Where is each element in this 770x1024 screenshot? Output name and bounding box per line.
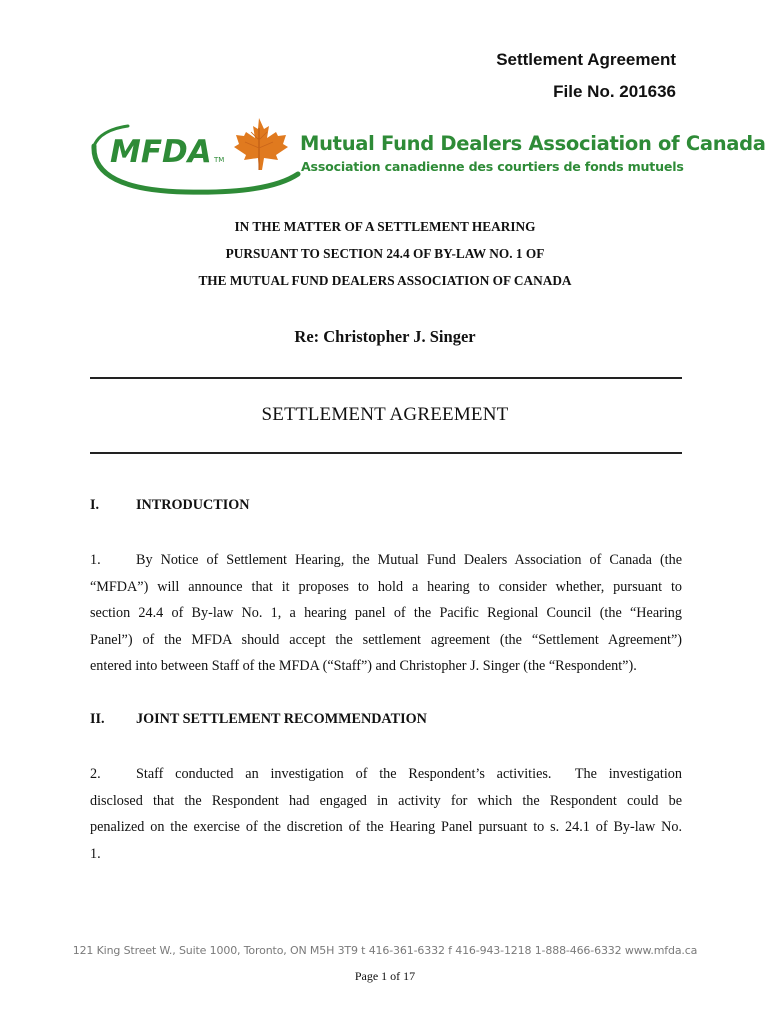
- logo-name-french: Association canadienne des courtiers de fonds mutuels: [301, 159, 684, 174]
- paragraph-line: 1. By Notice of Settlement Hearing, the Mutual Fund Dealers Association of Canada (the: [90, 547, 682, 574]
- paragraph-line: 2. Staff conducted an investigation of the Respondent’s activities. The investigation: [90, 761, 682, 788]
- caption-line-2: PURSUANT TO SECTION 24.4 OF BY-LAW NO. 1 OF: [225, 246, 545, 261]
- page-number: Page 1 of 17: [354, 969, 416, 983]
- document-header: [496, 44, 676, 108]
- caption-line-3: THE MUTUAL FUND DEALERS ASSOCIATION OF CANADA: [198, 273, 572, 288]
- mfda-logo: [88, 116, 688, 196]
- section-title: INTRODUCTION: [136, 497, 250, 513]
- paragraph-number: 2.: [90, 766, 101, 782]
- section-title: JOINT SETTLEMENT RECOMMENDATION: [136, 711, 427, 727]
- section-heading-introduction: [90, 497, 250, 514]
- footer-address: 121 King Street W., Suite 1000, Toronto, ON M5H 3T9 t 416-361-6332 f 416-943-1218 1-888-466-6332 www.mfda.ca: [72, 944, 698, 957]
- maple-leaf-icon: [234, 118, 288, 170]
- logo-acronym: MFDA: [110, 134, 212, 170]
- document-title: SETTLEMENT AGREEMENT: [261, 404, 509, 425]
- paragraph-line: disclosed that the Respondent had engaged in activity for which the Respondent could be: [90, 792, 682, 809]
- re-line: Re: Christopher J. Singer: [294, 327, 476, 346]
- section-heading-joint-settlement: [90, 711, 427, 728]
- title-rule-bottom: [90, 452, 682, 454]
- document-type-label: Settlement Agreement: [496, 50, 676, 69]
- title-rule-top: [90, 377, 682, 379]
- paragraph-line: section 24.4 of By-law No. 1, a hearing panel of the Pacific Regional Council (the “Hearing: [90, 605, 682, 621]
- file-number: File No. 201636: [553, 82, 676, 101]
- paragraph-1: [90, 547, 682, 680]
- section-number: I.: [90, 497, 100, 513]
- paragraph-line: 1.: [90, 845, 101, 862]
- logo-trademark: TM: [214, 156, 225, 164]
- paragraph-number: 1.: [90, 552, 101, 568]
- paragraph-line: “MFDA”) will announce that it proposes to hold a hearing to consider whether, pursuant to: [90, 578, 682, 595]
- paragraph-2: [90, 761, 682, 867]
- paragraph-line: penalized on the exercise of the discretion of the Hearing Panel pursuant to s. 24.1 of By-law No.: [90, 819, 682, 835]
- paragraph-line: Panel”) of the MFDA should accept the settlement agreement (the “Settlement Agreement”): [90, 631, 682, 648]
- paragraph-line: entered into between Staff of the MFDA (“Staff”) and Christopher J. Singer (the “Respondent”).: [90, 658, 637, 674]
- section-number: II.: [90, 711, 105, 727]
- logo-name-english: Mutual Fund Dealers Association of Canada: [300, 132, 766, 155]
- caption-line-1: IN THE MATTER OF A SETTLEMENT HEARING: [234, 219, 536, 234]
